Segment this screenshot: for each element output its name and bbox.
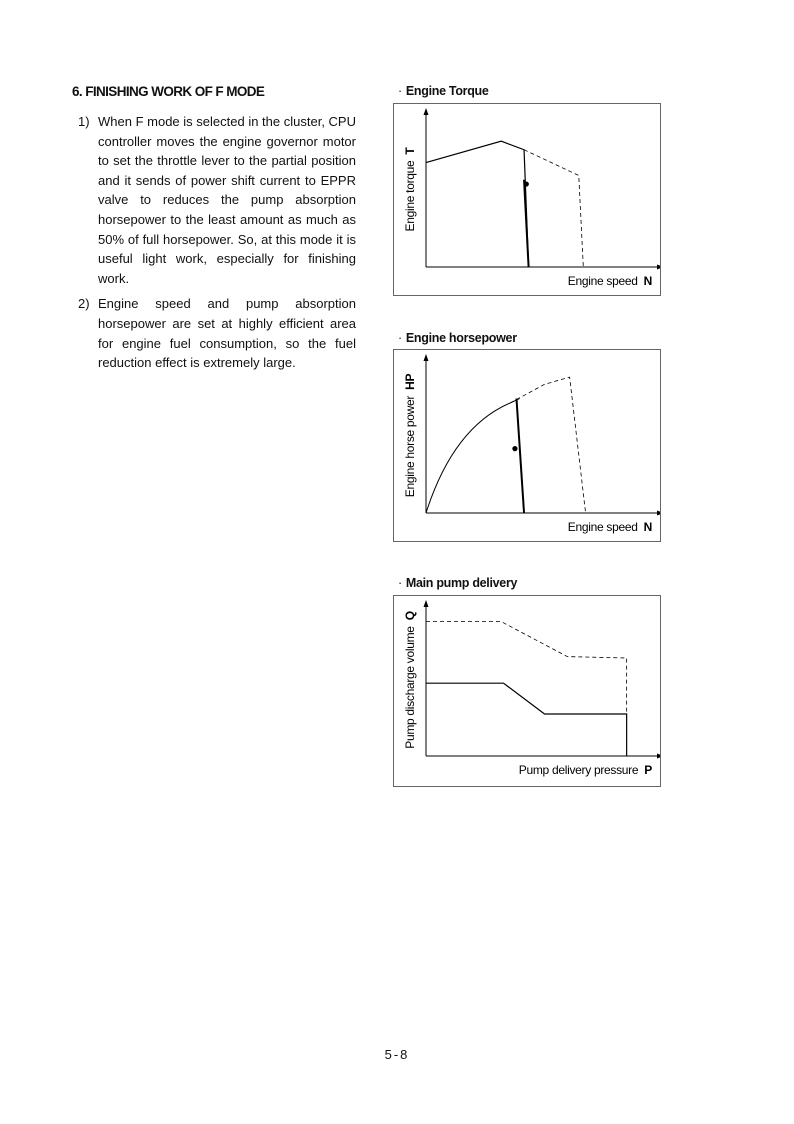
y-axis-symbol: Q [403,611,417,621]
series-cut-line [524,180,529,267]
series-cut-line [516,399,524,513]
page-number: 5-8 [384,1047,410,1062]
y-axis-label-text: Pump discharge volume [403,623,417,749]
y-axis-label [403,147,417,232]
figure-caption-text: Main pump delivery [405,576,518,590]
x-axis-label-text: Engine speed [567,520,641,534]
series-line-solid [426,399,519,513]
list-item [78,112,356,288]
series-line-solid [426,683,627,756]
x-axis-label [519,763,653,777]
x-axis-symbol: N [643,520,652,534]
figure-caption-text: Engine Torque [405,84,489,98]
x-axis-symbol: P [644,763,652,777]
figure-caption-text: Engine horsepower [405,331,517,345]
chart-engine-horsepower [393,349,661,542]
x-axis-label [568,520,652,534]
operating-point-marker [512,446,517,451]
bullet-icon: · [398,84,402,98]
engine-torque-plot [394,104,660,295]
item-text: When F mode is selected in the cluster, CPU controller moves the engine governor motor to set the throttle lever to the partial position and it sends of power shift current to EPPR valve to reduces the pump absorption horsepower to the least amount as much as 50% of full horsepower. So, at this mode it is useful light work, especially for finishing work. [98,114,356,286]
series-line-dashed [510,377,585,513]
section-title: 6. FINISHING WORK OF F MODE [72,84,265,99]
series-line-solid [426,141,529,267]
x-axis-label-text: Engine speed [567,274,641,288]
figure-caption-engine-horsepower [398,331,517,345]
item-list [78,112,356,379]
y-axis-symbol: HP [403,373,417,390]
chart-engine-torque [393,103,661,296]
y-axis-label [403,373,417,497]
chart-main-pump-delivery [393,595,661,787]
figure-caption-main-pump-delivery [398,576,517,590]
y-axis-label [403,611,417,749]
x-axis-arrow-icon [657,511,660,516]
figure-caption-engine-torque [398,84,489,98]
bullet-icon: · [398,331,402,345]
item-text: Engine speed and pump absorption horsepower are set at highly efficient area for engine fuel consumption, so the fuel reduction effect is extremely large. [98,296,356,371]
list-item [78,294,356,372]
y-axis-symbol: T [403,147,417,155]
item-number: 2) [78,296,90,312]
x-axis-symbol: N [643,274,652,288]
x-axis-label-text: Pump delivery pressure [518,763,642,777]
y-axis-arrow-icon [424,108,429,115]
item-number: 1) [78,114,90,129]
x-axis-label [568,274,652,288]
y-axis-arrow-icon [424,354,429,361]
engine-horsepower-plot [394,350,660,541]
y-axis-arrow-icon [424,600,429,607]
bullet-icon: · [398,576,402,590]
x-axis-arrow-icon [657,265,660,270]
x-axis-arrow-icon [657,754,660,759]
y-axis-label-text: Engine horse power [403,392,417,498]
y-axis-label-text: Engine torque [403,157,417,232]
series-line-dashed [524,150,583,267]
operating-point-marker [524,181,529,186]
main-pump-delivery-plot [394,596,660,786]
